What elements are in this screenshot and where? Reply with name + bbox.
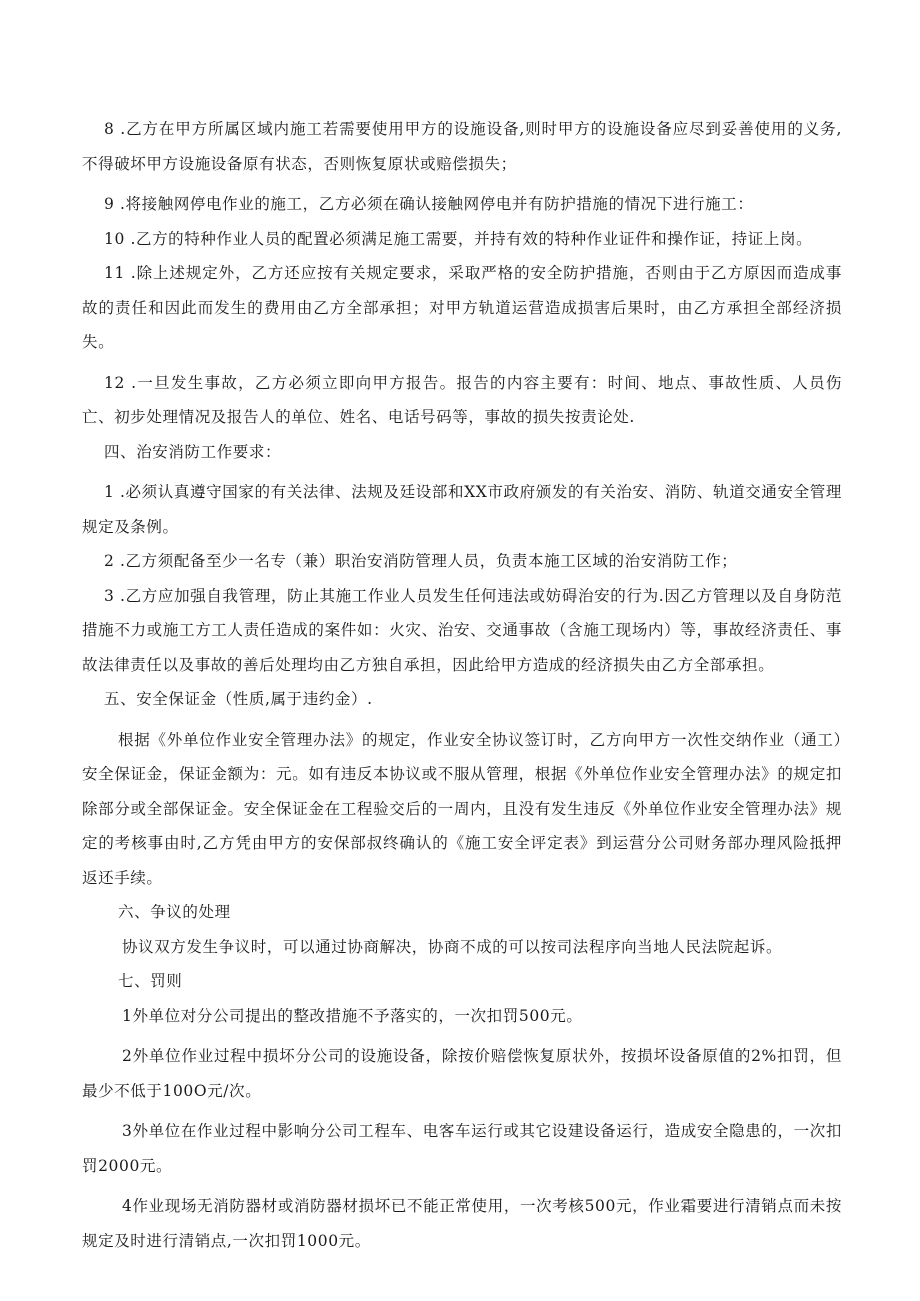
section-heading-5: 五、安全保证金（性质,属于违约金）. bbox=[104, 690, 373, 708]
clause-12: 12 .一旦发生事故，乙方必须立即向甲方报告。报告的内容主要有：时间、地点、事故性质、人员伤亡、初步处理情况及报告人的单位、姓名、电话号码等，事故的损失按责论处. bbox=[82, 373, 842, 426]
section-4-item-1: 1 .必须认真遵守国家的有关法律、法规及廷设部和XX市政府颁发的有关治安、消防、轨道交通安全管理规定及条例。 bbox=[82, 483, 842, 536]
section-4-item-3: 3 .乙方应加强自我管理，防止其施工作业人员发生任何违法或妨碍治安的行为.因乙方管理以及自身防范措施不力或施工方工人责任造成的案件如：火灾、治安、交通事故（含施工现场内）等，事故经济责任、事故法律责任以及事故的善后处理均由乙方独自承担，因此给甲方造成的经济损失由乙方全部承担。 bbox=[82, 586, 842, 674]
section-4-item-2: 2 .乙方须配备至少一名专（兼）职治安消防管理人员，负责本施工区域的治安消防工作； bbox=[104, 552, 738, 570]
section-5-body: 根据《外单位作业安全管理办法》的规定，作业安全协议签订时，乙方向甲方一次性交纳作业（通工）安全保证金，保证金额为：元。如有违反本协议或不服从管理，根据《外单位作业安全管理办法》的规定扣除部分或全部保证金。安全保证金在工程验交后的一周内，且没有发生违反《外单位作业安全管理办法》规定的考核事由时,乙方凭由甲方的安保部叔终确认的《施工安全评定表》到运营分公司财务部办理风险抵押返还手续。 bbox=[82, 730, 842, 887]
penalty-item-1: 1外单位对分公司提出的整改措施不予落实的，一次扣罚500元。 bbox=[122, 1006, 583, 1025]
clause-9: 9 .将接触网停电作业的施工，乙方必须在确认接触网停电并有防护措施的情况下进行施工： bbox=[104, 195, 754, 213]
penalty-item-3: 3外单位在作业过程中影响分公司工程车、电客车运行或其它设建设备运行，造成安全隐患的，一次扣罚2000元。 bbox=[82, 1122, 842, 1175]
penalty-item-2: 2外单位作业过程中损坏分公司的设施设备，除按价赔偿恢复原状外，按损坏设备原值的2%扣罚，但最少不低于100O元/次。 bbox=[82, 1047, 842, 1100]
section-heading-4: 四、治安消防工作要求： bbox=[104, 442, 282, 461]
clause-10: 10 .乙方的特种作业人员的配置必须满足施工需要，并持有效的特种作业证件和操作证，持证上岗。 bbox=[104, 229, 813, 248]
clause-11: 11 .除上述规定外，乙方还应按有关规定要求，采取严格的安全防护措施，否则由于乙方原因而造成事故的责任和因此而发生的费用由乙方全部承担；对甲方轨道运营造成损害后果时，由乙方承担全部经济损失。 bbox=[82, 264, 842, 351]
section-heading-7: 七、罚则 bbox=[118, 972, 183, 990]
penalty-item-4: 4作业现场无消防器材或消防器材损坏已不能正常使用，一次考核500元，作业霜要进行清销点而未按规定及时进行清销点,一次扣罚1000元。 bbox=[82, 1197, 842, 1250]
document-page bbox=[82, 112, 842, 1258]
section-6-body: 协议双方发生争议时，可以通过协商解决，协商不成的可以按司法程序向当地人民法院起诉。 bbox=[122, 937, 783, 956]
clause-8: 8 .乙方在甲方所属区域内施工若需要使用甲方的设施设备,则时甲方的设施设备应尽到妥善使用的义务,不得破坏甲方设施设备原有状态，否则恢复原状或赔偿损失； bbox=[82, 120, 842, 173]
section-heading-6: 六、争议的处理 bbox=[118, 903, 231, 921]
